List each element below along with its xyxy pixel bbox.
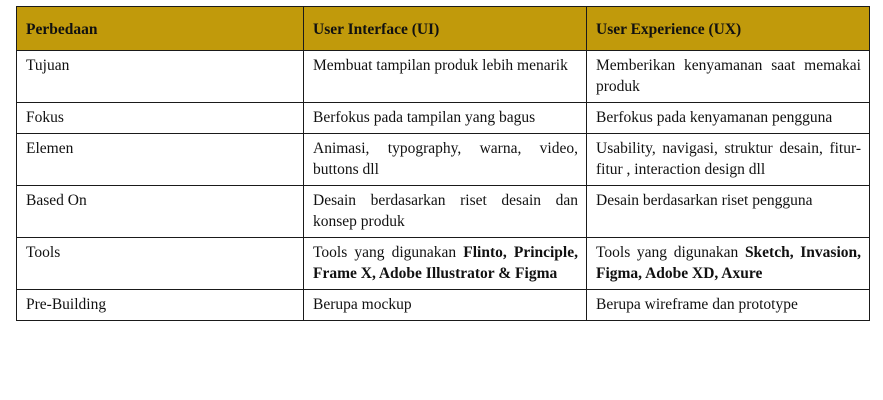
table-row [17,51,870,103]
table-row [17,238,870,290]
comparison-table [16,6,870,321]
row-ux-value: Berfokus pada kenyamanan pengguna [587,103,870,134]
row-ux-value: Memberikan kenyamanan saat memakai produk [587,51,870,103]
table-row [17,290,870,321]
row-aspect: Elemen [17,134,304,186]
table-row [17,186,870,238]
table-header-row [17,7,870,51]
row-ui-value: Animasi, typography, warna, video, buttons dll [304,134,587,186]
ui-tools-prefix: Tools yang digunakan [313,244,464,261]
row-aspect: Fokus [17,103,304,134]
row-ui-value [304,238,587,290]
row-ui-value: Membuat tampilan produk lebih menarik [304,51,587,103]
header-ui: User Interface (UI) [304,7,587,51]
row-aspect: Tools [17,238,304,290]
header-perbedaan: Perbedaan [17,7,304,51]
header-ux: User Experience (UX) [587,7,870,51]
ux-tools-list: Sketch, Invasion, Figma, Adobe XD, Axure [596,244,861,282]
row-ux-value: Usability, navigasi, struktur desain, fitur-fitur , interaction design dll [587,134,870,186]
row-ui-value: Desain berdasarkan riset desain dan konsep produk [304,186,587,238]
row-ux-value [587,238,870,290]
ui-tools-list: Flinto, Principle, Frame X, Adobe Illustrator & Figma [313,244,578,282]
table-row [17,134,870,186]
row-ui-value: Berfokus pada tampilan yang bagus [304,103,587,134]
table-row [17,103,870,134]
row-aspect: Tujuan [17,51,304,103]
row-ui-value: Berupa mockup [304,290,587,321]
row-ux-value: Berupa wireframe dan prototype [587,290,870,321]
ux-tools-prefix: Tools yang digunakan [596,244,745,261]
row-aspect: Pre-Building [17,290,304,321]
row-ux-value: Desain berdasarkan riset pengguna [587,186,870,238]
row-aspect: Based On [17,186,304,238]
